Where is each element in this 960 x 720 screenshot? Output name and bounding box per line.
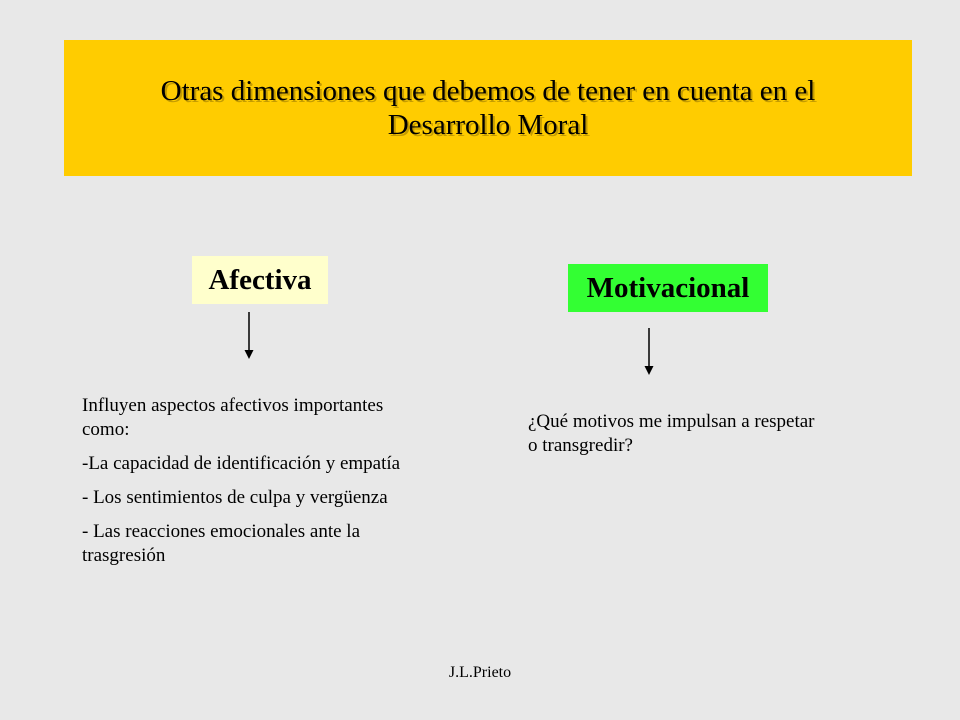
afectiva-box — [192, 256, 328, 304]
footer-author: J.L.Prieto — [448, 664, 512, 681]
title-line-1: Otras dimensiones que debemos de tener en cuenta en el — [160, 75, 816, 107]
afectiva-line-4: - Las reacciones emocionales ante la trasgresión — [82, 521, 360, 566]
motivacional-label: Motivacional — [586, 271, 750, 304]
motivacional-description — [528, 410, 828, 468]
motivacional-line-1: ¿Qué motivos me impulsan a respetar o transgredir? — [528, 411, 815, 456]
afectiva-label: Afectiva — [208, 263, 312, 296]
afectiva-arrow — [242, 312, 256, 360]
afectiva-line-1: Influyen aspectos afectivos importantes como: — [82, 395, 384, 440]
afectiva-description — [82, 394, 402, 578]
afectiva-line-2: -La capacidad de identificación y empatía — [82, 453, 401, 474]
motivacional-box — [568, 264, 768, 312]
slide-title — [108, 74, 868, 142]
motivacional-arrow — [642, 328, 656, 376]
afectiva-line-3: - Los sentimientos de culpa y vergüenza — [82, 487, 388, 508]
title-line-2: Desarrollo Moral — [387, 109, 589, 141]
title-banner — [64, 40, 912, 176]
